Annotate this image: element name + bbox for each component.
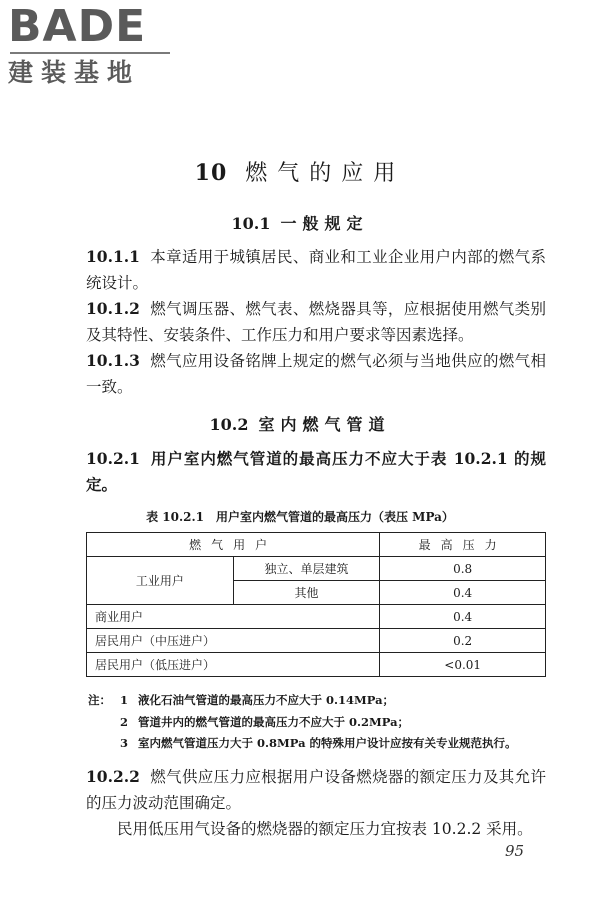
continuation-paragraph: 民用低压用气设备的燃烧器的额定压力宜按表 10.2.2 采用。 <box>117 820 533 838</box>
clause-10-2-2 <box>86 764 546 816</box>
clause-text: 燃气应用设备铭牌上规定的燃气必须与当地供应的燃气相一致。 <box>86 352 546 396</box>
table-header-row <box>87 533 546 557</box>
clause-number: 10.1.2 <box>86 299 140 318</box>
section-number: 10.2 <box>209 415 249 434</box>
logo <box>8 1 178 88</box>
logo-wordmark: BADE <box>8 1 147 52</box>
clause-10-1-3 <box>86 348 546 400</box>
notes-label: 注： <box>88 693 111 707</box>
header-user: 燃气用户 <box>87 533 380 557</box>
pressure-value: 0.4 <box>380 581 546 605</box>
note-number: 3 <box>120 736 129 750</box>
section-heading: 一般规定 <box>280 214 369 233</box>
chapter-number: 10 <box>194 160 228 186</box>
chapter-heading: 燃气的应用 <box>245 161 406 186</box>
note-text: 管道井内的燃气管道的最高压力不应大于 0.2MPa； <box>138 714 410 729</box>
table-row <box>87 653 546 677</box>
page-number: 95 <box>505 842 525 860</box>
note-item <box>88 733 548 755</box>
chapter-title <box>0 156 600 187</box>
clause-number: 10.1.3 <box>86 351 140 370</box>
section-number: 10.1 <box>231 214 271 233</box>
section-title-10-1 <box>0 211 600 234</box>
sub-category-cell: 其他 <box>233 581 380 605</box>
pressure-table <box>86 532 546 677</box>
clause-text: 用户室内燃气管道的最高压力不应大于表 10.2.1 的规定。 <box>86 449 546 494</box>
note-number: 1 <box>120 693 129 707</box>
clause-10-1-1 <box>86 244 546 296</box>
user-cell: 居民用户（低压进户） <box>87 653 380 677</box>
clause-10-2-1 <box>86 446 546 498</box>
clause-number: 10.2.1 <box>86 449 140 468</box>
user-cell: 商业用户 <box>87 605 380 629</box>
section-title-10-2 <box>0 412 600 435</box>
sub-category-cell: 独立、单层建筑 <box>233 557 380 581</box>
table-caption: 表 10.2.1 用户室内燃气管道的最高压力（表压 MPa） <box>146 510 454 524</box>
note-number: 2 <box>120 714 129 729</box>
note-text: 液化石油气管道的最高压力不应大于 0.14MPa； <box>138 693 395 707</box>
note-item <box>88 690 548 712</box>
clause-10-1-2 <box>86 296 546 348</box>
clause-text: 燃气供应压力应根据用户设备燃烧器的额定压力及其允许的压力波动范围确定。 <box>86 768 546 812</box>
section-heading: 室内燃气管道 <box>258 415 391 434</box>
industrial-user-cell: 工业用户 <box>87 557 234 605</box>
clause-text: 燃气调压器、燃气表、燃烧器具等，应根据使用燃气类别及其特性、安装条件、工作压力和用户要求等因素选择。 <box>86 300 546 344</box>
logo-divider <box>10 52 170 54</box>
table-row <box>87 629 546 653</box>
table-row <box>87 557 546 581</box>
pressure-value: 0.2 <box>380 629 546 653</box>
clause-number: 10.2.2 <box>86 767 140 786</box>
note-item <box>88 712 548 734</box>
pressure-value: <0.01 <box>380 653 546 677</box>
note-text: 室内燃气管道压力大于 0.8MPa 的特殊用户设计应按有关专业规范执行。 <box>138 736 517 750</box>
clause-text: 本章适用于城镇居民、商业和工业企业用户内部的燃气系统设计。 <box>86 248 546 292</box>
logo-subtitle: 建装基地 <box>8 58 141 87</box>
user-cell: 居民用户（中压进户） <box>87 629 380 653</box>
clause-number: 10.1.1 <box>86 247 140 266</box>
table-row <box>87 605 546 629</box>
table-notes <box>88 690 548 755</box>
pressure-value: 0.8 <box>380 557 546 581</box>
pressure-value: 0.4 <box>380 605 546 629</box>
header-pressure: 最高压力 <box>380 533 546 557</box>
